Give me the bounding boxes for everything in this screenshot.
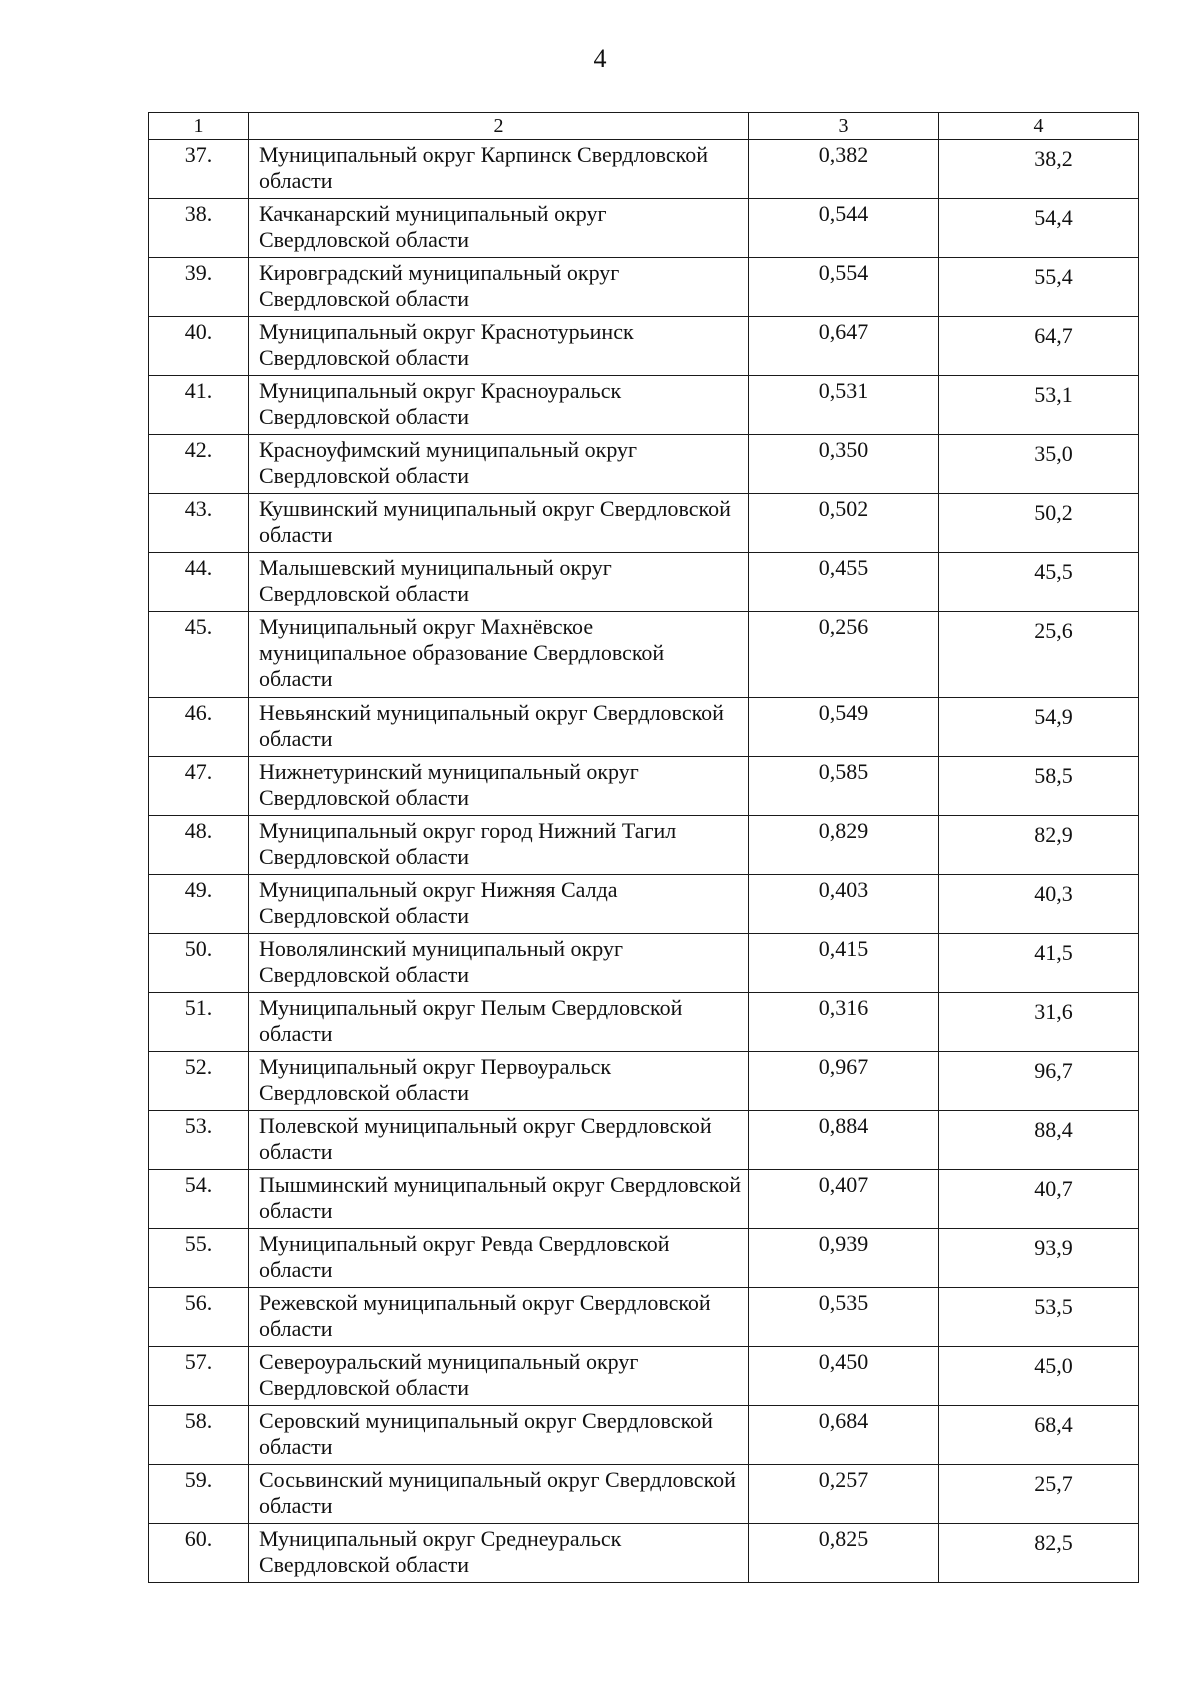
coefficient-value: 0,554: [749, 258, 939, 317]
coefficient-value: 0,403: [749, 875, 939, 934]
coefficient-value: 0,939: [749, 1229, 939, 1288]
table-row: [149, 875, 1139, 934]
municipality-name: Муниципальный округ Махнёвское муниципальное образование Свердловской области: [249, 612, 749, 698]
row-number: 51.: [149, 993, 249, 1052]
municipality-name: Полевской муниципальный округ Свердловской области: [249, 1111, 749, 1170]
table-row: [149, 494, 1139, 553]
row-number: 49.: [149, 875, 249, 934]
table-row: [149, 1170, 1139, 1229]
percent-value: 45,0: [939, 1347, 1139, 1406]
municipality-name: Муниципальный округ Первоуральск Свердловской области: [249, 1052, 749, 1111]
coefficient-value: 0,585: [749, 757, 939, 816]
municipality-name: Муниципальный округ город Нижний Тагил Свердловской области: [249, 816, 749, 875]
table-row: [149, 1229, 1139, 1288]
percent-value: 93,9: [939, 1229, 1139, 1288]
coefficient-value: 0,967: [749, 1052, 939, 1111]
row-number: 47.: [149, 757, 249, 816]
row-number: 55.: [149, 1229, 249, 1288]
municipality-name: Муниципальный округ Пелым Свердловской области: [249, 993, 749, 1052]
municipality-name: Режевской муниципальный округ Свердловской области: [249, 1288, 749, 1347]
municipality-name: Североуральский муниципальный округ Свердловской области: [249, 1347, 749, 1406]
row-number: 56.: [149, 1288, 249, 1347]
percent-value: 40,3: [939, 875, 1139, 934]
municipality-name: Нижнетуринский муниципальный округ Свердловской области: [249, 757, 749, 816]
row-number: 52.: [149, 1052, 249, 1111]
table-row: [149, 376, 1139, 435]
percent-value: 25,7: [939, 1465, 1139, 1524]
table-row: [149, 258, 1139, 317]
table-row: [149, 1052, 1139, 1111]
percent-value: 53,1: [939, 376, 1139, 435]
table-row: [149, 1288, 1139, 1347]
row-number: 58.: [149, 1406, 249, 1465]
column-header-1: 1: [149, 113, 249, 140]
coefficient-value: 0,415: [749, 934, 939, 993]
coefficient-value: 0,450: [749, 1347, 939, 1406]
row-number: 40.: [149, 317, 249, 376]
percent-value: 31,6: [939, 993, 1139, 1052]
column-header-4: 4: [939, 113, 1139, 140]
coefficient-value: 0,684: [749, 1406, 939, 1465]
row-number: 50.: [149, 934, 249, 993]
percent-value: 82,5: [939, 1524, 1139, 1583]
row-number: 37.: [149, 140, 249, 199]
table-row: [149, 612, 1139, 698]
table-row: [149, 1524, 1139, 1583]
percent-value: 64,7: [939, 317, 1139, 376]
coefficient-value: 0,382: [749, 140, 939, 199]
percent-value: 50,2: [939, 494, 1139, 553]
table-container: [148, 112, 1138, 1583]
percent-value: 58,5: [939, 757, 1139, 816]
municipality-name: Муниципальный округ Краснотурьинск Свердловской области: [249, 317, 749, 376]
coefficient-value: 0,531: [749, 376, 939, 435]
coefficient-value: 0,257: [749, 1465, 939, 1524]
row-number: 43.: [149, 494, 249, 553]
municipality-name: Муниципальный округ Красноуральск Свердловской области: [249, 376, 749, 435]
coefficient-value: 0,884: [749, 1111, 939, 1170]
municipality-name: Красноуфимский муниципальный округ Свердловской области: [249, 435, 749, 494]
row-number: 57.: [149, 1347, 249, 1406]
percent-value: 54,9: [939, 698, 1139, 757]
table-row: [149, 1347, 1139, 1406]
percent-value: 25,6: [939, 612, 1139, 698]
municipality-name: Новолялинский муниципальный округ Свердловской области: [249, 934, 749, 993]
percent-value: 40,7: [939, 1170, 1139, 1229]
municipality-name: Кировградский муниципальный округ Свердловской области: [249, 258, 749, 317]
coefficient-value: 0,256: [749, 612, 939, 698]
coefficient-value: 0,350: [749, 435, 939, 494]
percent-value: 54,4: [939, 199, 1139, 258]
percent-value: 55,4: [939, 258, 1139, 317]
coefficient-value: 0,825: [749, 1524, 939, 1583]
page-number: 4: [593, 44, 607, 73]
coefficient-value: 0,544: [749, 199, 939, 258]
table-row: [149, 757, 1139, 816]
row-number: 42.: [149, 435, 249, 494]
coefficient-value: 0,316: [749, 993, 939, 1052]
data-table: [148, 112, 1139, 1583]
column-header-2: 2: [249, 113, 749, 140]
table-row: [149, 816, 1139, 875]
row-number: 38.: [149, 199, 249, 258]
table-row: [149, 934, 1139, 993]
coefficient-value: 0,502: [749, 494, 939, 553]
table-row: [149, 435, 1139, 494]
row-number: 59.: [149, 1465, 249, 1524]
municipality-name: Муниципальный округ Ревда Свердловской области: [249, 1229, 749, 1288]
percent-value: 38,2: [939, 140, 1139, 199]
coefficient-value: 0,647: [749, 317, 939, 376]
percent-value: 88,4: [939, 1111, 1139, 1170]
percent-value: 96,7: [939, 1052, 1139, 1111]
row-number: 41.: [149, 376, 249, 435]
coefficient-value: 0,535: [749, 1288, 939, 1347]
coefficient-value: 0,549: [749, 698, 939, 757]
municipality-name: Муниципальный округ Карпинск Свердловской области: [249, 140, 749, 199]
coefficient-value: 0,407: [749, 1170, 939, 1229]
municipality-name: Муниципальный округ Среднеуральск Свердловской области: [249, 1524, 749, 1583]
row-number: 53.: [149, 1111, 249, 1170]
coefficient-value: 0,455: [749, 553, 939, 612]
table-row: [149, 993, 1139, 1052]
percent-value: 41,5: [939, 934, 1139, 993]
table-row: [149, 1465, 1139, 1524]
municipality-name: Серовский муниципальный округ Свердловской области: [249, 1406, 749, 1465]
municipality-name: Сосьвинский муниципальный округ Свердловской области: [249, 1465, 749, 1524]
coefficient-value: 0,829: [749, 816, 939, 875]
table-body: [149, 113, 1139, 1583]
row-number: 46.: [149, 698, 249, 757]
row-number: 60.: [149, 1524, 249, 1583]
table-row: [149, 199, 1139, 258]
municipality-name: Малышевский муниципальный округ Свердловской области: [249, 553, 749, 612]
table-row: [149, 553, 1139, 612]
percent-value: 68,4: [939, 1406, 1139, 1465]
table-row: [149, 1111, 1139, 1170]
row-number: 54.: [149, 1170, 249, 1229]
table-row: [149, 1406, 1139, 1465]
column-header-3: 3: [749, 113, 939, 140]
percent-value: 45,5: [939, 553, 1139, 612]
percent-value: 35,0: [939, 435, 1139, 494]
table-row: [149, 698, 1139, 757]
municipality-name: Качканарский муниципальный округ Свердловской области: [249, 199, 749, 258]
table-row: [149, 317, 1139, 376]
municipality-name: Кушвинский муниципальный округ Свердловской области: [249, 494, 749, 553]
percent-value: 82,9: [939, 816, 1139, 875]
municipality-name: Муниципальный округ Нижняя Салда Свердловской области: [249, 875, 749, 934]
row-number: 45.: [149, 612, 249, 698]
municipality-name: Пышминский муниципальный округ Свердловской области: [249, 1170, 749, 1229]
percent-value: 53,5: [939, 1288, 1139, 1347]
municipality-name: Невьянский муниципальный округ Свердловской области: [249, 698, 749, 757]
header-row: [149, 113, 1139, 140]
row-number: 39.: [149, 258, 249, 317]
table-row: [149, 140, 1139, 199]
row-number: 48.: [149, 816, 249, 875]
row-number: 44.: [149, 553, 249, 612]
